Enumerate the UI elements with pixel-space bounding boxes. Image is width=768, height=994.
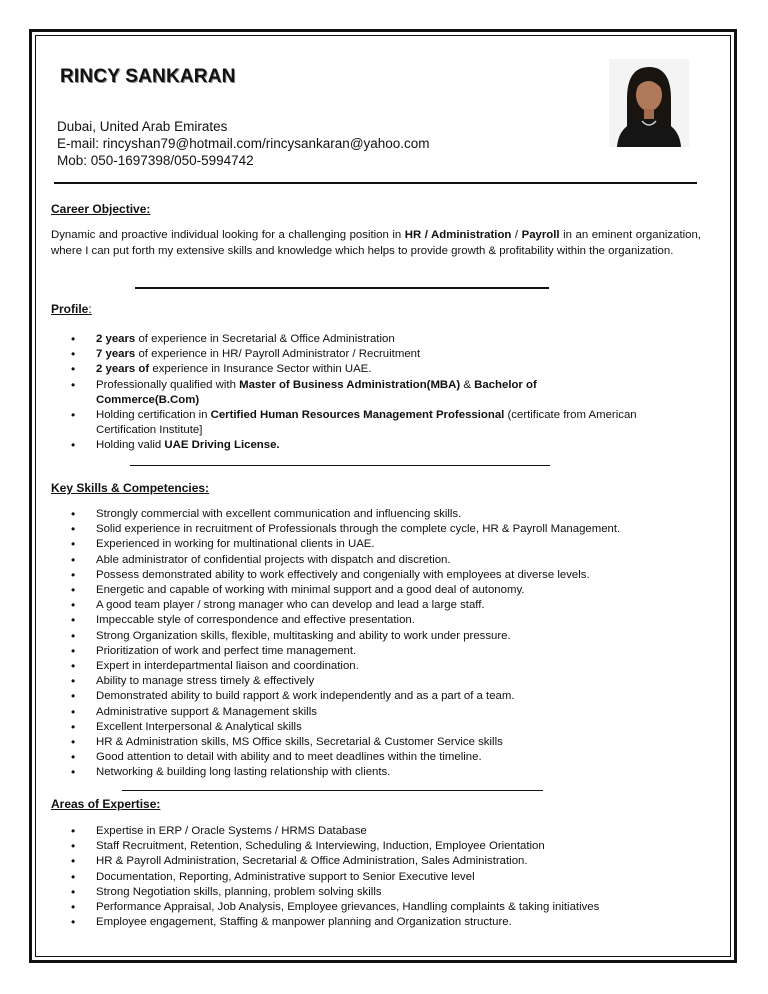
list-item: • HR & Administration skills, MS Office skills, Secretarial & Customer Service skills (68, 735, 668, 750)
list-item: • Networking & building long lasting relationship with clients. (68, 765, 668, 780)
list-item: • Ability to manage stress timely & effectively (68, 674, 668, 689)
list-item: • Impeccable style of correspondence and effective presentation. (68, 613, 668, 628)
profile-item-text: Holding valid (96, 439, 165, 452)
list-item: • Good attention to detail with ability and to meet deadlines within the timeline. (68, 750, 668, 765)
list-item: • Employee engagement, Staffing & manpower planning and Organization structure. (68, 915, 668, 930)
list-item: • Expertise in ERP / Oracle Systems / HRMS Database (68, 824, 668, 839)
profile-item-bold: 2 years of (96, 363, 150, 376)
profile-item-bold: 2 years (96, 333, 136, 345)
list-item: • Prioritization of work and perfect time management. (68, 644, 668, 659)
expertise-list (68, 824, 668, 930)
profile-item-bold: Master of Business Administration(MBA) (239, 378, 461, 391)
list-item: • Documentation, Reporting, Administrative support to Senior Executive level (68, 870, 668, 885)
objective-bold-1: HR / Administration (404, 229, 512, 241)
contact-block (57, 118, 430, 169)
profile-item-text: experience in Insurance Sector within UAE. (149, 363, 372, 376)
list-item: • Administrative support & Management skills (68, 705, 668, 720)
list-item: • Possess demonstrated ability to work effectively and congenially with employees at diverse levels. (68, 568, 668, 583)
profile-list (68, 332, 668, 454)
key-skills-list (68, 507, 668, 781)
list-item: • Solid experience in recruitment of Professionals through the complete cycle, HR & Payroll Management. (68, 522, 668, 537)
list-item (68, 408, 666, 438)
skills-divider (122, 790, 543, 791)
list-item: • Expert in interdepartmental liaison and coordination. (68, 659, 668, 674)
profile-item-text: (certificate from American Certification Institute] (96, 409, 637, 437)
profile-item-text: of experience in HR/ Payroll Administrator / Recruitment (135, 348, 421, 361)
list-item: • Staff Recruitment, Retention, Scheduling & Interviewing, Induction, Employee Orientation (68, 839, 668, 854)
profile-divider (130, 465, 550, 466)
career-objective-heading: Career Objective: (51, 202, 151, 216)
list-item (68, 378, 616, 408)
objective-text-1: Dynamic and proactive individual looking for a challenging position in (51, 229, 405, 241)
list-item: • Excellent Interpersonal & Analytical skills (68, 720, 668, 735)
list-item: • Demonstrated ability to build rapport & work independently and as a part of a team. (68, 689, 668, 704)
profile-item-bold: Certified Human Resources Management Professional (210, 409, 505, 422)
profile-heading (51, 302, 92, 316)
header-divider (54, 182, 697, 184)
list-item: • A good team player / strong manager who can develop and lead a large staff. (68, 598, 668, 613)
key-skills-heading: Key Skills & Competencies: (51, 481, 210, 495)
objective-text-2: / (511, 229, 522, 241)
list-item: • Experienced in working for multinational clients in UAE. (68, 537, 668, 552)
list-item (68, 332, 668, 347)
profile-item-text: & (460, 378, 475, 391)
email-line: E-mail: rincyshan79@hotmail.com/rincysankaran@yahoo.com (57, 136, 430, 151)
list-item: • Able administrator of confidential projects with dispatch and discretion. (68, 553, 668, 568)
profile-item-text: of experience in Secretarial & Office Administration (135, 333, 395, 345)
profile-item-bold: Bachelor of Commerce(B.Com) (96, 378, 537, 406)
list-item: • Performance Appraisal, Job Analysis, Employee grievances, Handling complaints & taking initiatives (68, 900, 668, 915)
profile-item-text: Holding certification in (96, 409, 211, 422)
profile-heading-colon: : (88, 302, 92, 316)
objective-divider (135, 287, 549, 289)
profile-item-bold: UAE Driving License. (164, 439, 280, 452)
mobile-line: Mob: 050-1697398/050-5994742 (57, 153, 254, 168)
list-item: • Strongly commercial with excellent communication and influencing skills. (68, 507, 668, 522)
list-item: • Energetic and capable of working with minimal support and a good deal of autonomy. (68, 583, 668, 598)
list-item: • Strong Negotiation skills, planning, problem solving skills (68, 885, 668, 900)
list-item: • HR & Payroll Administration, Secretarial & Office Administration, Sales Administration. (68, 854, 668, 869)
list-item: • Strong Organization skills, flexible, multitasking and ability to work under pressure. (68, 629, 668, 644)
career-objective-text (51, 228, 701, 259)
list-item (68, 347, 668, 362)
candidate-name: RINCY SANKARAN (60, 66, 236, 87)
list-item (68, 362, 668, 377)
list-item (68, 438, 668, 453)
profile-heading-label: Profile (51, 302, 89, 316)
objective-text-3: in an eminent organization, where I can put forth my extensive skills and knowledge which helps to provide growth & profitability within the organization. (51, 229, 701, 257)
objective-bold-2: Payroll (521, 229, 560, 241)
expertise-heading: Areas of Expertise: (51, 797, 161, 811)
page-border-inner (35, 35, 731, 957)
portrait-icon (609, 59, 689, 147)
profile-photo (609, 59, 689, 147)
profile-item-text: Professionally qualified with (96, 378, 240, 391)
profile-item-bold: 7 years (96, 348, 136, 361)
location: Dubai, United Arab Emirates (57, 119, 228, 134)
